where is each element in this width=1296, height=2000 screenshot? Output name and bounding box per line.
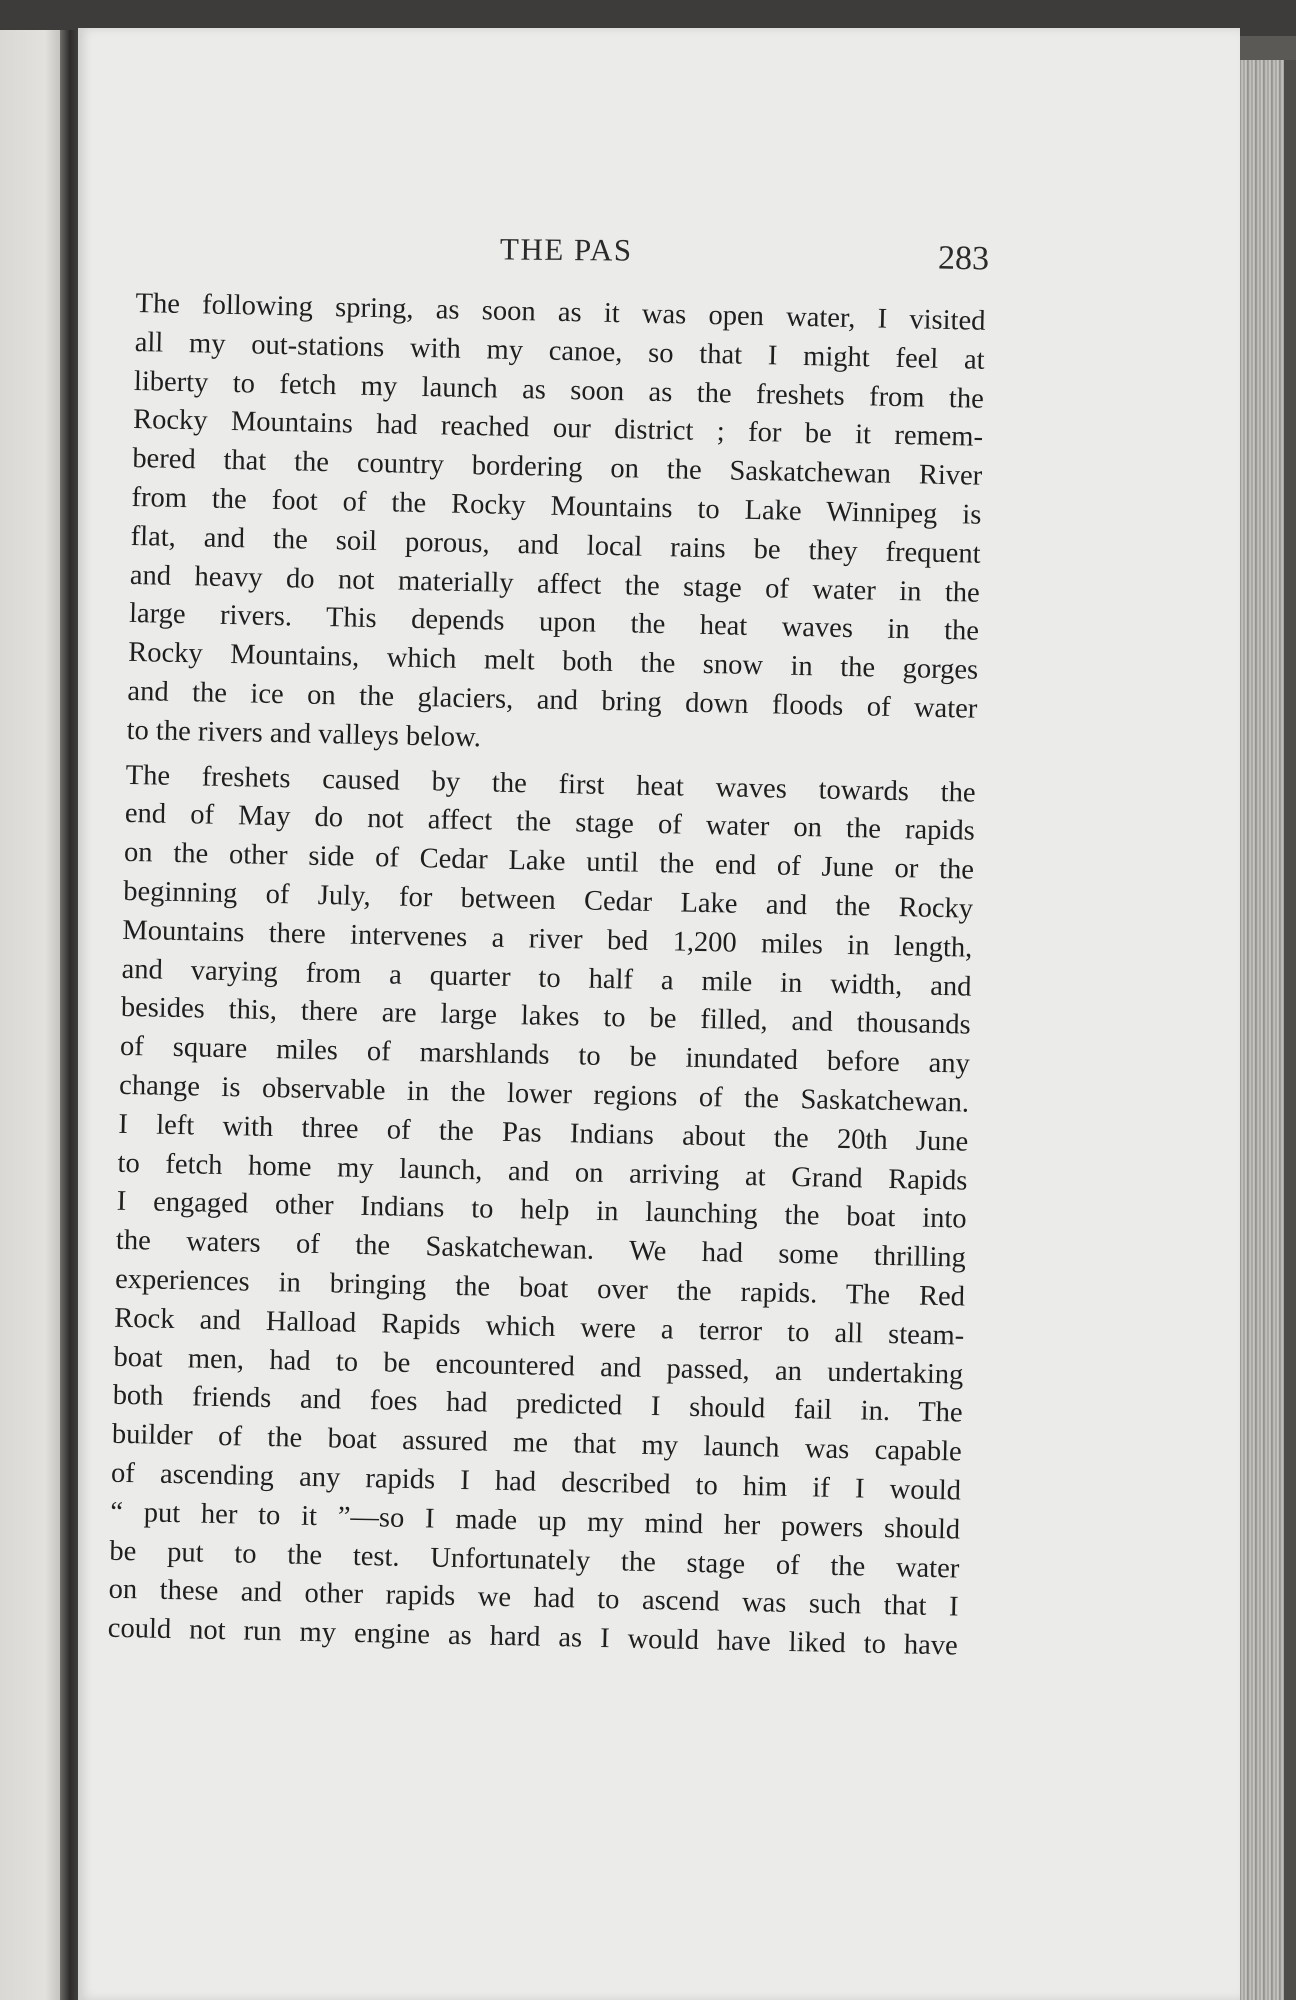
text-line: to the rivers and valleys below.	[126, 714, 482, 754]
text-line: all my out-stations with my canoe, so that I might feel at	[134, 326, 985, 376]
text-line: The following spring, as soon as it was open water, I visited	[135, 287, 986, 337]
text-line: the waters of the Saskatchewan. We had some thrilling	[115, 1224, 967, 1274]
text-line: builder of the boat assured me that my launch was capable	[111, 1418, 963, 1468]
facing-page-edge	[0, 30, 64, 2000]
text-line: bered that the country bordering on the Saskatchewan River	[132, 443, 983, 492]
text-line: on the other side of Cedar Lake until the end of June or the	[123, 837, 975, 886]
text-line: Mountains there intervenes a river bed 1,200 miles in length,	[122, 914, 973, 964]
text-line: both friends and foes had predicted I should fail in. The	[112, 1380, 963, 1429]
text-line: on these and other rapids we had to ascend was such that I	[108, 1574, 959, 1623]
text-line: Rock and Halload Rapids which were a terror to all steam-	[114, 1302, 965, 1352]
text-line: flat, and the soil porous, and local rains be they frequent	[130, 520, 981, 570]
page-number: 283	[937, 239, 990, 278]
text-line: liberty to fetch my launch as soon as the freshets from the	[133, 365, 985, 415]
paragraph	[107, 1106, 968, 1667]
text-line: The freshets caused by the first heat waves towards the	[125, 759, 976, 809]
body-text	[107, 285, 985, 1666]
text-line: of ascending any rapids I had described to him if I would	[110, 1457, 962, 1507]
text-line: Rocky Mountains had reached our district ; for be it remem-	[132, 404, 984, 454]
text-line: experiences in bringing the boat over the rapids. The Red	[114, 1263, 966, 1313]
text-line: change is observable in the lower regions of the Saskatchewan.	[118, 1069, 970, 1119]
text-line: Rocky Mountains, which melt both the snow in the gorges	[127, 637, 979, 686]
text-line: be put to the test. Unfortunately the stage of the water	[109, 1535, 960, 1585]
text-line: end of May do not affect the stage of water on the rapids	[124, 798, 976, 848]
text-line: besides this, there are large lakes to be filled, and thousands	[120, 992, 972, 1041]
text-line: of square miles of marshlands to be inundated before any	[119, 1030, 971, 1080]
text-line: and the ice on the glaciers, and bring down floods of water	[127, 675, 978, 725]
text-line: I left with three of the Pas Indians about the 20th June	[118, 1108, 969, 1158]
text-line: to fetch home my launch, and on arriving at Grand Rapids	[117, 1147, 968, 1197]
running-head: THE PAS	[499, 231, 633, 268]
text-line: and varying from a quarter to half a mile in width, and	[121, 953, 972, 1003]
text-line: from the foot of the Rocky Mountains to Lake Winnipeg is	[131, 481, 982, 531]
text-line: boat men, had to be encountered and passed, an undertaking	[113, 1341, 964, 1391]
text-line: beginning of July, for between Cedar Lake and the Rocky	[122, 875, 974, 925]
text-line: I engaged other Indians to help in launching the boat into	[116, 1186, 967, 1235]
paragraph	[119, 756, 976, 1123]
text-line: could not run my engine as hard as I would have liked to have	[107, 1612, 959, 1662]
text-line: large rivers. This depends upon the heat waves in the	[128, 598, 980, 648]
text-line: and heavy do not materially affect the stage of water in the	[129, 559, 981, 609]
text-line: “ put her to it ”—so I made up my mind her powers should	[109, 1496, 961, 1546]
paragraph	[126, 285, 986, 768]
